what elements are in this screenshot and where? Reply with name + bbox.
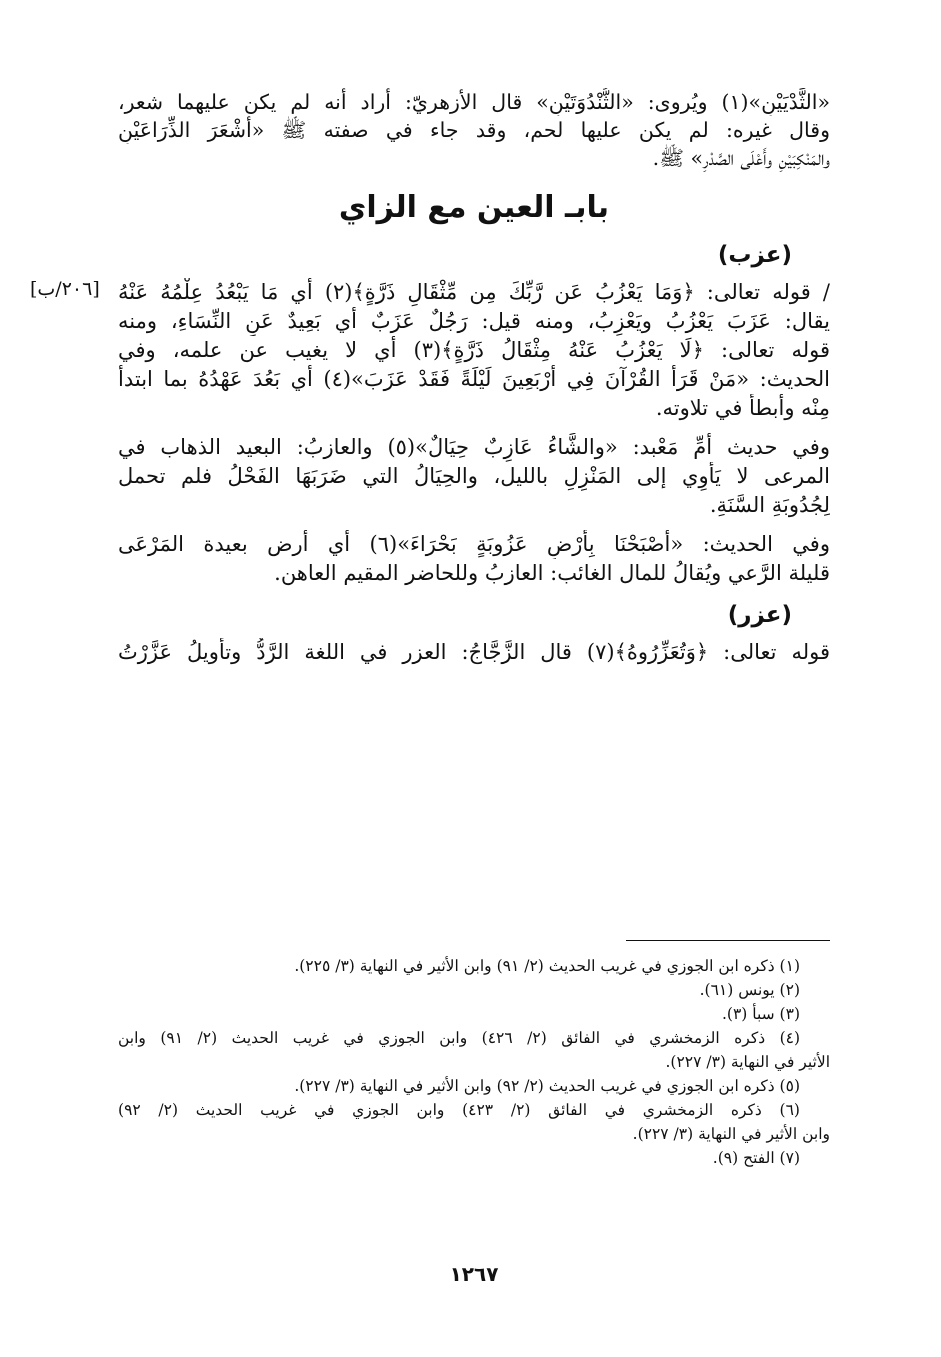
- text-line: وفي الحديث: «أَصْبَحْنَا بِأَرْضٍ عَزُوبَةٍ بَحْرَاءَ»(٦) أي أرض بعيدة المَرْعَى: [118, 532, 830, 556]
- paragraph: [118, 530, 830, 588]
- footnote-continuation: الأثير في النهاية (٣/ ٢٢٧).: [665, 1053, 830, 1071]
- footnote-separator: [626, 940, 830, 941]
- paragraph: [118, 433, 830, 520]
- footnote: (٤) ذكره الزمخشري في الفائق (٢/ ٤٢٦) وابن الجوزي في غريب الحديث (٢/ ٩١) وابن: [118, 1029, 801, 1047]
- paragraph: [118, 638, 830, 667]
- text-line: / قوله تعالى: ﴿وَمَا يَعْزُبُ عَن رَّبِّكَ مِن مِّثْقَالِ ذَرَّةٍ﴾(٢) أي مَا يَبْعُدُ عِلْمُهُ عَنْهُ: [118, 280, 830, 304]
- text-line: «الثَّدْيَيْنِ»(١) ويُروى: «الثُّنْدُوَتَيْنِ» قال الأزهريّ: أراد أنه لم يكن عليهما شعر،: [118, 90, 830, 114]
- text-line: قوله تعالى: ﴿وَتُعَزِّرُوهُ﴾(٧) قال الزَّجَّاجُ: العزر في اللغة الرَّدُّ وتأويلُ عَزَّرْتُ: [118, 640, 830, 664]
- text-line: قليلة الرَّعي ويُقالُ للمال الغائب: العازبُ وللحاضر المقيم العاهن.: [274, 561, 830, 585]
- page: [30, 88, 830, 1308]
- text-line: وقال غيره: لم يكن عليها لحم، وقد جاء في صفته ﷺ «أَشْعَرَ الذِّرَاعَيْنِ: [118, 118, 830, 142]
- paragraph: [30, 278, 830, 423]
- text-line: مِنْه وأبطأ في تلاوته.: [655, 396, 830, 420]
- text-line: لِجُدُوبَةِ السَّنَةِ.: [709, 493, 830, 517]
- footnote: (٢) يونس (٦١).: [699, 981, 800, 999]
- text-line: قوله تعالى: ﴿لَا يَعْزُبُ عَنْهُ مِثْقَالُ ذَرَّةٍ﴾(٣) أي لا يغيب عن علمه، وفي: [118, 338, 830, 362]
- entry-azb: [30, 238, 830, 588]
- text-line: والمَنْكِبَيْنِ وأَعْلَى الصَّدْرِ» ﷺ.: [652, 146, 830, 170]
- footnote: (٦) ذكره الزمخشري في الفائق (٢/ ٤٢٣) وابن الجوزي في غريب الحديث (٢/ ٩٢): [118, 1101, 800, 1119]
- top-paragraph: [118, 88, 830, 172]
- text-line: المرعى لا يَأْوِي إلى المَنْزِلِ بالليل، والحِيَالُ التي ضَرَبَهَا الفَحْلُ فلم تحمل: [118, 464, 830, 488]
- footnotes: [118, 954, 830, 1170]
- entry-heading: (عزب): [717, 242, 792, 268]
- footnote-continuation: وابن الأثير في النهاية (٣/ ٢٢٧).: [632, 1125, 830, 1143]
- chapter-title: بابـ العين مع الزاي: [338, 190, 610, 225]
- page-number: ١٢٦٧: [449, 1262, 499, 1286]
- footnote: (٧) الفتح (٩).: [712, 1149, 800, 1167]
- text-line: يقال: عَزَبَ يَعْزُبُ ويَعْزِبُ، ومنه قيل: رَجُلٌ عَزَبٌ أي بَعِيدٌ عَنِ النِّسَاءِ، ومنه: [118, 309, 830, 333]
- footnote: (١) ذكره ابن الجوزي في غريب الحديث (٢/ ٩١) وابن الأثير في النهاية (٣/ ٢٢٥).: [294, 957, 800, 975]
- entry-azr: [118, 598, 830, 667]
- footnote: (٥) ذكره ابن الجوزي في غريب الحديث (٢/ ٩٢) وابن الأثير في النهاية (٣/ ٢٢٧).: [294, 1077, 800, 1095]
- text-line: الحديث: «مَنْ قَرَأَ القُرْآنَ فِي أَرْبَعِينَ لَيْلَةً فَقَدْ عَزَبَ»(٤) أي بَعُدَ عَهْدُهُ بما ابتدأ: [118, 367, 830, 391]
- entry-heading: (عزر): [727, 602, 792, 628]
- text-line: وفي حديث أُمِّ مَعْبد: «والشَّاءُ عَازِبٌ حِيَالٌ»(٥) والعازبُ: البعيد الذهاب في: [118, 435, 830, 459]
- folio-marker: [٢٠٦/ب]: [30, 278, 100, 300]
- footnote: (٣) سبأ (٣).: [721, 1005, 800, 1023]
